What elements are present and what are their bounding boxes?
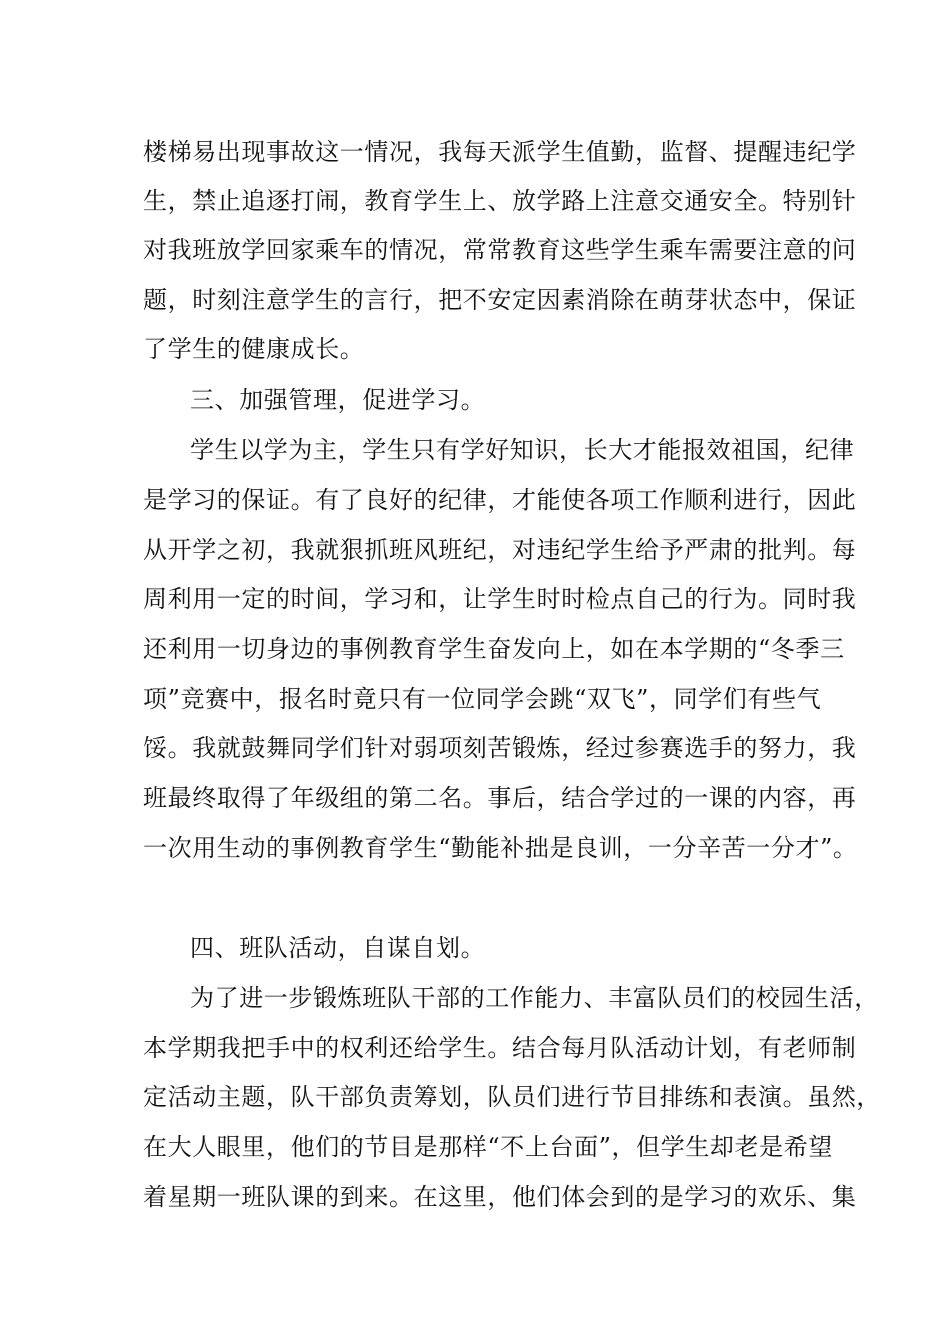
text-line: 学生以学为主，学生只有学好知识，长大才能报效祖国，纪律 [190, 436, 855, 464]
text-line: 周利用一定的时间，学习和，让学生时时检点自己的行为。同时我 [143, 585, 857, 613]
text-line: 楼梯易出现事故这一情况，我每天派学生值勤，监督、提醒违纪学 [143, 138, 857, 166]
text-line: 在大人眼里，他们的节目是那样“不上台面”，但学生却老是希望 [143, 1133, 833, 1161]
text-line: 定活动主题，队干部负责筹划，队员们进行节目排练和表演。虽然， [143, 1083, 881, 1111]
text-line: 项”竞赛中，报名时竟只有一位同学会跳“双飞”，同学们有些气 [143, 685, 822, 713]
section-heading: 四、班队活动，自谋自划。 [190, 934, 486, 962]
text-line: 班最终取得了年级组的第二名。事后，结合学过的一课的内容，再 [143, 784, 857, 812]
text-line: 为了进一步锻炼班队干部的工作能力、丰富队员们的校园生活， [190, 984, 879, 1012]
text-line: 从开学之初，我就狠抓班风班纪，对违纪学生给予严肃的批判。每 [143, 536, 857, 564]
text-line: 还利用一切身边的事例教育学生奋发向上，如在本学期的“冬季三 [143, 635, 845, 663]
text-line: 了学生的健康成长。 [143, 335, 365, 363]
text-line: 对我班放学回家乘车的情况，常常教育这些学生乘车需要注意的问 [143, 236, 857, 264]
text-line: 题，时刻注意学生的言行，把不安定因素消除在萌芽状态中，保证 [143, 286, 857, 314]
section-heading: 三、加强管理，促进学习。 [190, 386, 486, 414]
text-line: 一次用生动的事例教育学生“勤能补拙是良训，一分辛苦一分才”。 [143, 834, 858, 862]
text-line: 生，禁止追逐打闹，教育学生上、放学路上注意交通安全。特别针 [143, 187, 857, 215]
text-line: 本学期我把手中的权利还给学生。结合每月队活动计划，有老师制 [143, 1034, 857, 1062]
text-line: 着星期一班队课的到来。在这里，他们体会到的是学习的欢乐、集 [143, 1183, 857, 1211]
text-line: 是学习的保证。有了良好的纪律，才能使各项工作顺利进行，因此 [143, 486, 857, 514]
text-line: 馁。我就鼓舞同学们针对弱项刻苦锻炼，经过参赛选手的努力，我 [143, 734, 857, 762]
